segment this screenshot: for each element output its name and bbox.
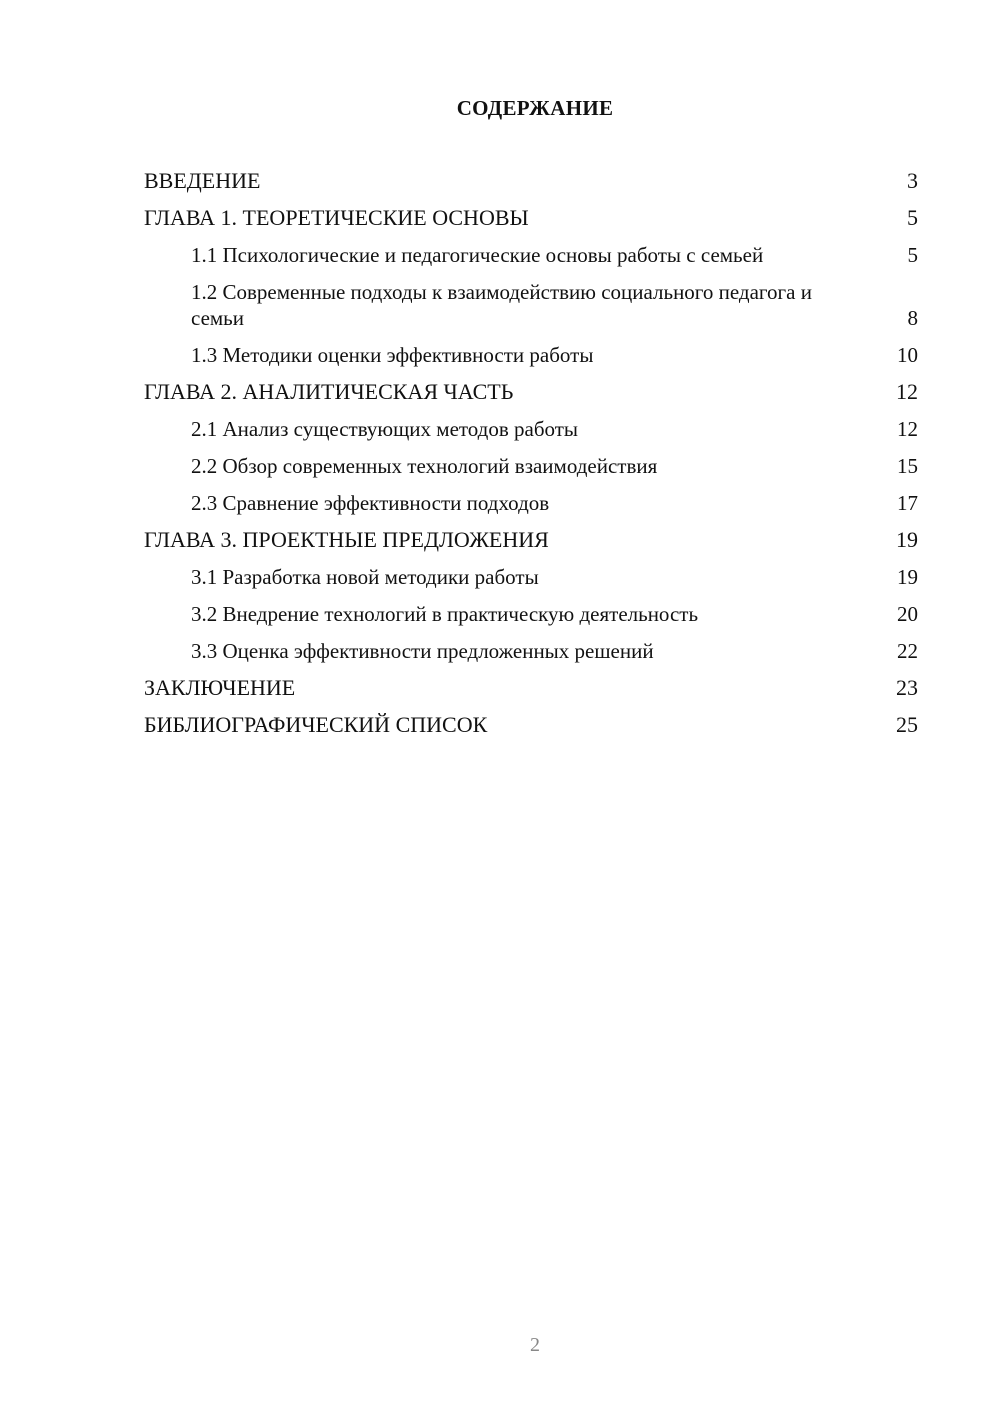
toc-entry-label: 1.2 Современные подходы к взаимодействию социального педагога и семьи: [191, 280, 812, 330]
toc-entry-label: 2.1 Анализ существующих методов работы: [191, 417, 579, 441]
toc-entry-introduction[interactable]: [144, 168, 918, 194]
toc-entry-page: 23: [896, 675, 918, 700]
toc-entry-section-3-3[interactable]: [144, 638, 918, 664]
toc-entry-page: 25: [896, 712, 918, 737]
toc-entry-page: 20: [897, 602, 918, 626]
toc-entry-section-2-1[interactable]: [144, 416, 918, 442]
toc-entry-label: 1.3 Методики оценки эффективности работы: [191, 343, 594, 367]
toc-entry-chapter-2[interactable]: [144, 379, 918, 405]
toc-entry-section-2-3[interactable]: [144, 490, 918, 516]
toc-entry-page: 17: [897, 491, 918, 515]
toc-entry-label: 3.2 Внедрение технологий в практическую деятельность: [191, 602, 699, 626]
toc-entry-section-3-2[interactable]: [144, 601, 918, 627]
toc-entry-page: 19: [897, 565, 918, 589]
toc-entry-page: 5: [907, 243, 918, 267]
toc-entry-section-1-1[interactable]: [144, 242, 918, 268]
page-number: 2: [530, 1334, 540, 1356]
toc-entry-label: 1.1 Психологические и педагогические основы работы с семьей: [191, 243, 764, 267]
toc-entry-page: 12: [896, 379, 918, 404]
table-of-contents: [144, 168, 918, 749]
toc-entry-page: 12: [897, 417, 918, 441]
toc-entry-page: 19: [896, 527, 918, 552]
toc-entry-label: 3.1 Разработка новой методики работы: [191, 565, 539, 589]
toc-entry-section-1-3[interactable]: [144, 342, 918, 368]
toc-entry-label: ВВЕДЕНИЕ: [144, 168, 261, 193]
toc-entry-label: ГЛАВА 2. АНАЛИТИЧЕСКАЯ ЧАСТЬ: [144, 379, 514, 404]
toc-entry-page: 15: [897, 454, 918, 478]
toc-entry-label: ГЛАВА 3. ПРОЕКТНЫЕ ПРЕДЛОЖЕНИЯ: [144, 527, 549, 552]
toc-entry-page: 8: [907, 306, 918, 330]
toc-entry-page: 5: [907, 205, 918, 230]
page-title: СОДЕРЖАНИЕ: [456, 96, 614, 120]
toc-entry-bibliography[interactable]: [144, 712, 918, 738]
toc-entry-label: 2.3 Сравнение эффективности подходов: [191, 491, 550, 515]
toc-entry-label: БИБЛИОГРАФИЧЕСКИЙ СПИСОК: [144, 712, 488, 737]
toc-entry-page: 3: [907, 168, 918, 193]
toc-entry-section-2-2[interactable]: [144, 453, 918, 479]
toc-entry-label: 3.3 Оценка эффективности предложенных решений: [191, 639, 654, 663]
toc-entry-label: 2.2 Обзор современных технологий взаимодействия: [191, 454, 658, 478]
toc-entry-page: 10: [897, 343, 918, 367]
toc-entry-section-1-2[interactable]: [144, 279, 918, 331]
toc-entry-conclusion[interactable]: [144, 675, 918, 701]
toc-entry-chapter-1[interactable]: [144, 205, 918, 231]
toc-entry-section-3-1[interactable]: [144, 564, 918, 590]
toc-entry-label: ЗАКЛЮЧЕНИЕ: [144, 675, 296, 700]
toc-entry-page: 22: [897, 639, 918, 663]
toc-entry-chapter-3[interactable]: [144, 527, 918, 553]
toc-entry-label: ГЛАВА 1. ТЕОРЕТИЧЕСКИЕ ОСНОВЫ: [144, 205, 529, 230]
